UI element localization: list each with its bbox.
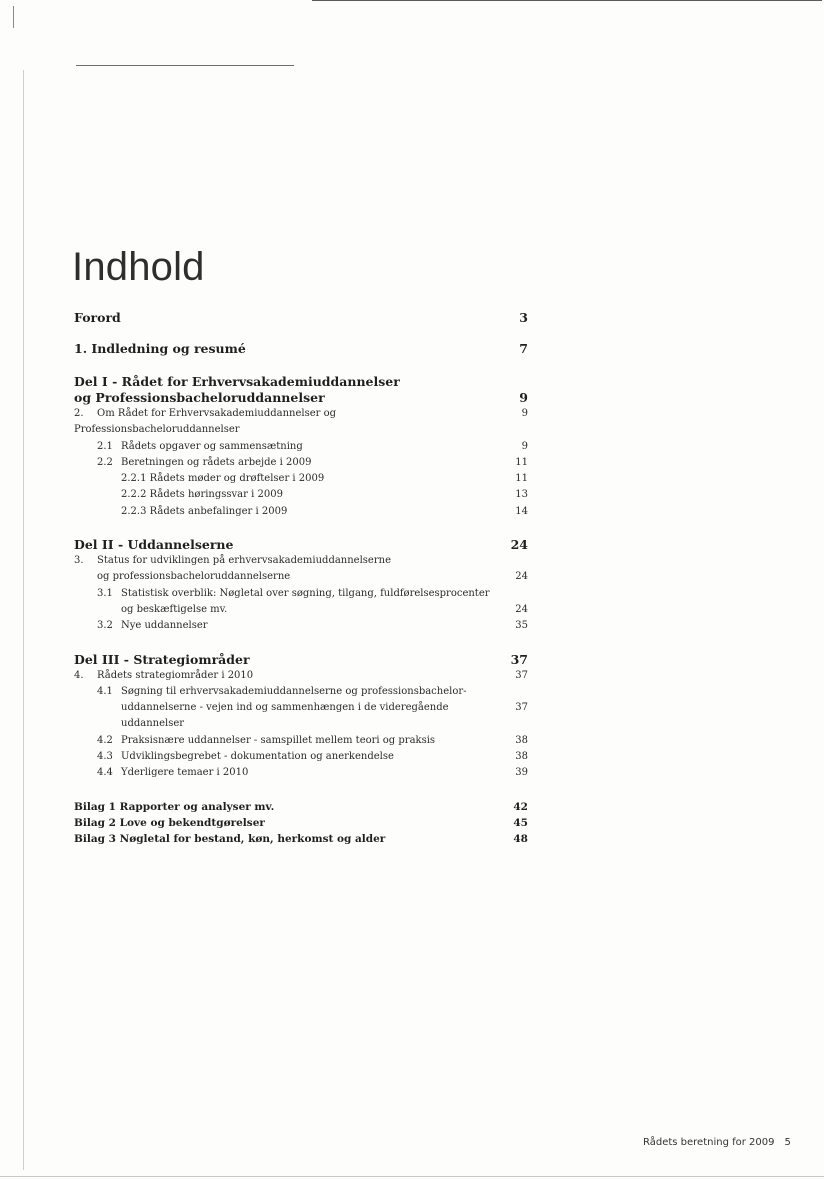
toc-entry-2-2[interactable]	[74, 455, 528, 471]
toc-entry-number: 3.2	[97, 620, 113, 632]
toc-entry-number: 3.1	[97, 587, 113, 599]
toc-entry-label: og beskæftigelse mv.	[121, 603, 228, 615]
toc-entry-number: 2.2	[97, 456, 113, 468]
toc-entry-label: Statistisk overblik: Nøgletal over søgning, tilgang, fuldførelsesprocenter	[121, 587, 490, 599]
toc-part-3-heading[interactable]	[74, 652, 528, 668]
toc-entry-label: uddannelserne - vejen ind og sammenhængen i de videregående uddannelser	[121, 702, 449, 730]
toc-page-number: 13	[515, 489, 528, 501]
toc-entry-2[interactable]	[74, 406, 528, 439]
toc-entry-number: 4.2	[97, 734, 113, 746]
header-rule	[76, 65, 294, 66]
toc-page-number: 9	[519, 390, 528, 405]
toc-entry-number: 3.	[74, 555, 84, 567]
toc-page-number: 37	[515, 669, 528, 681]
toc-entry-number: 2.1	[97, 440, 113, 452]
toc-page-number: 24	[515, 571, 528, 583]
page-title: Indhold	[72, 245, 205, 289]
toc-entry-4-1-cont[interactable]	[74, 700, 528, 733]
toc-entry-4-1[interactable]	[74, 684, 528, 700]
toc-bilag-2[interactable]	[74, 815, 528, 831]
toc-page-number: 39	[515, 767, 528, 779]
toc-entry-3-cont[interactable]	[74, 569, 528, 585]
toc-entry-number: 4.1	[97, 685, 113, 697]
toc-bilag-1[interactable]	[74, 799, 528, 815]
toc-entry-4[interactable]	[74, 668, 528, 684]
toc-entry-3-2[interactable]	[74, 618, 528, 634]
toc-entry-label: Nye uddannelser	[121, 620, 208, 632]
toc-entry-label: Praksisnære uddannelser - samspillet mellem teori og praksis	[121, 734, 436, 746]
top-scan-rule	[312, 0, 822, 1]
toc-page-number: 35	[515, 620, 528, 632]
toc-entry-label: Bilag 2 Love og bekendtgørelser	[74, 816, 265, 829]
toc-entry-label: 2.2.3 Rådets anbefalinger i 2009	[121, 505, 288, 517]
toc-entry-number: 4.	[74, 669, 84, 681]
toc-entry-label: Rådets opgaver og sammensætning	[121, 440, 303, 452]
toc-entry-2-2-3[interactable]	[74, 504, 528, 520]
footer-text: Rådets beretning for 2009	[643, 1137, 775, 1148]
toc-entry-4-4[interactable]	[74, 765, 528, 781]
toc-entry-number: 2.	[74, 408, 84, 419]
toc-bilag-3[interactable]	[74, 831, 528, 847]
toc-entry-label: Del III - Strategiområder	[74, 651, 250, 667]
toc-entry-label: Del I - Rådet for Erhvervsakademiuddannelser	[74, 374, 400, 389]
toc-entry-label: Bilag 1 Rapporter og analyser mv.	[74, 800, 275, 813]
scan-edge-mark	[13, 6, 14, 28]
toc-entry-label: Del II - Uddannelserne	[74, 537, 234, 553]
toc-part-1-heading[interactable]	[74, 374, 528, 390]
toc-entry-2-1[interactable]	[74, 439, 528, 455]
toc-page-number: 11	[515, 473, 528, 485]
toc-entry-number: 4.3	[97, 751, 113, 763]
toc-entry-label: Status for udviklingen på erhvervsakademiuddannelserne	[97, 555, 391, 567]
toc-page-number: 48	[513, 832, 528, 845]
toc-entry-label: Om Rådet for Erhvervsakademiuddannelser og Professionsbacheloruddannelser	[74, 408, 337, 436]
toc-entry-label: Yderligere temaer i 2010	[121, 767, 249, 779]
toc-page-number: 24	[510, 537, 528, 553]
toc-page-number: 11	[515, 456, 528, 468]
toc-page-number: 37	[515, 702, 528, 714]
toc-page-number: 7	[519, 341, 528, 356]
toc-entry-3-1-cont[interactable]	[74, 602, 528, 618]
toc-entry-label: 2.2.2 Rådets høringssvar i 2009	[121, 489, 283, 501]
toc-page-number: 42	[513, 800, 528, 813]
toc-entry-2-2-2[interactable]	[74, 487, 528, 503]
toc-entry-chapter-1[interactable]	[74, 341, 528, 357]
toc-entry-label: 2.2.1 Rådets møder og drøftelser i 2009	[121, 473, 325, 485]
toc-entry-number: 4.4	[97, 767, 113, 779]
toc-page-number: 24	[515, 603, 528, 615]
table-of-contents	[74, 310, 528, 847]
toc-entry-label: 1. Indledning og resumé	[74, 341, 246, 356]
toc-page-number: 14	[515, 505, 528, 517]
toc-entry-label: og Professionsbacheloruddannelser	[74, 390, 325, 405]
toc-page-number: 38	[515, 751, 528, 763]
page-footer	[643, 1137, 791, 1148]
footer-page-number: 5	[784, 1137, 791, 1148]
toc-page-number: 3	[519, 310, 528, 325]
toc-entry-label: Bilag 3 Nøgletal for bestand, køn, herkomst og alder	[74, 832, 386, 845]
toc-entry-label: og professionsbacheloruddannelserne	[97, 571, 291, 583]
toc-entry-label: Udviklingsbegrebet - dokumentation og anerkendelse	[121, 751, 394, 763]
scan-left-edge	[23, 70, 24, 1170]
toc-page-number: 45	[513, 816, 528, 829]
toc-part-2-heading[interactable]	[74, 537, 528, 553]
toc-entry-forord[interactable]	[74, 310, 528, 326]
toc-entry-3-1[interactable]	[74, 586, 528, 602]
toc-page-number: 9	[521, 408, 528, 419]
toc-entry-label: Rådets strategiområder i 2010	[97, 669, 254, 681]
toc-page-number: 38	[515, 734, 528, 746]
toc-entry-2-2-1[interactable]	[74, 471, 528, 487]
toc-entry-4-2[interactable]	[74, 733, 528, 749]
toc-entry-label: Forord	[74, 310, 121, 325]
toc-part-1-heading-cont[interactable]	[74, 390, 528, 406]
toc-entry-4-3[interactable]	[74, 749, 528, 765]
toc-entry-3[interactable]	[74, 553, 528, 569]
toc-page-number: 37	[510, 651, 528, 667]
scan-bottom-edge	[0, 1176, 824, 1177]
toc-entry-label: Beretningen og rådets arbejde i 2009	[121, 456, 312, 468]
toc-entry-label: Søgning til erhvervsakademiuddannelserne og professionsbachelor-	[121, 685, 467, 697]
toc-page-number: 9	[521, 440, 528, 452]
